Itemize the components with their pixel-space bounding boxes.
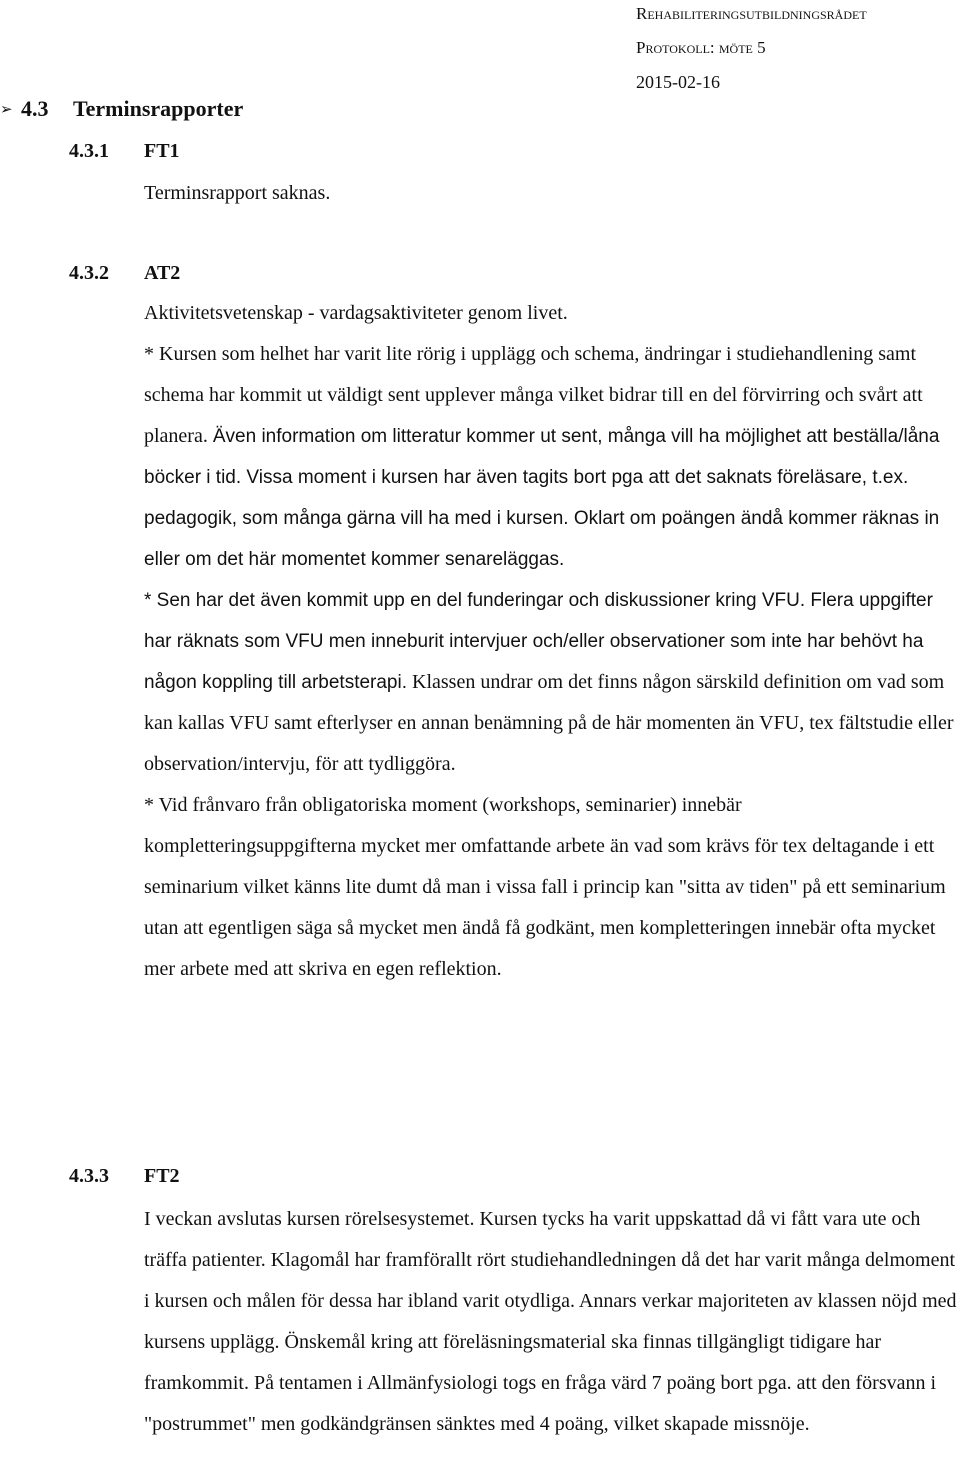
- subsection-heading-ft2: [69, 1162, 180, 1190]
- subsection-number: 4.3.1: [69, 140, 109, 162]
- at2-paragraph-2a: * Sen har det även kommit upp en del funderingar och diskussioner kring VFU. Flera uppgifter har räknats som VFU men inneburit intervjuer och/eller observationer som inte har behövt ha någon koppling till arbetsterapi.: [144, 590, 933, 693]
- at2-paragraph-1: [144, 334, 958, 580]
- at2-paragraph-2: [144, 580, 958, 785]
- header-protocol: Protokoll: möte 5: [636, 38, 766, 57]
- arrow-bullet-icon: ➢: [0, 102, 13, 118]
- at2-paragraph-1a: * Kursen som helhet har varit lite rörig i upplägg och schema, ändringar i studiehandlening samt schema har kommit ut väldigt sent upplever många vilket bidrar till en del förvirring och svårt att planera.: [144, 343, 923, 447]
- subsection-number: 4.3.2: [69, 262, 109, 284]
- ft2-body: [144, 1199, 958, 1445]
- at2-paragraph-1b: Även information om litteratur kommer ut sent, många vill ha möjlighet att beställa/låna böcker i tid. Vissa moment i kursen har även tagits bort pga att det saknats föreläsare, t.ex. pedagogik, som många gärna vill ha med i kursen. Oklart om poängen ändå kommer räknas in eller om det här momentet kommer senareläggas.: [144, 426, 940, 570]
- section-heading: [21, 94, 243, 124]
- at2-body: [144, 293, 958, 990]
- subsection-heading-ft1: [69, 137, 180, 165]
- ft2-paragraph-1: I veckan avslutas kursen rörelsesystemet. Kursen tycks ha varit uppskattad då vi fått vara ute och träffa patienter. Klagomål har framförallt rört studiehandledningen då det har varit många delmoment i kursen och målen för dessa har ibland varit otydliga. Annars verkar majoriteten av klassen nöjd med kursens upplägg. Önskemål kring att föreläsningsmaterial ska finnas tillgängligt tidigare har framkommit. På tentamen i Allmänfysiologi togs en fråga värd 7 poäng bort pga. att den försvann i "postrummet" men godkändgränsen sänktes med 4 poäng, vilket skapade missnöje.: [144, 1208, 957, 1435]
- subsection-heading-at2: [69, 259, 180, 287]
- ft1-text: Terminsrapport saknas.: [144, 182, 331, 204]
- section-number: 4.3: [21, 96, 49, 121]
- subsection-title: AT2: [144, 262, 181, 284]
- ft1-body: [144, 173, 958, 214]
- header-org: Rehabiliteringsutbildningsrådet: [636, 4, 867, 23]
- subsection-number: 4.3.3: [69, 1165, 109, 1187]
- header-date: 2015-02-16: [636, 72, 720, 92]
- subsection-title: FT2: [144, 1165, 180, 1187]
- subsection-title: FT1: [144, 140, 180, 162]
- section-title: Terminsrapporter: [73, 96, 244, 121]
- at2-paragraph-2b: Klassen undrar om det finns någon särskild definition om vad som kan kallas VFU samt efterlyser en annan benämning på de här momenten än VFU, tex fältstudie eller observation/intervju, för att tydliggöra.: [144, 671, 954, 775]
- at2-course-name: Aktivitetsvetenskap - vardagsaktiviteter genom livet.: [144, 302, 568, 324]
- at2-paragraph-3: * Vid frånvaro från obligatoriska moment (workshops, seminarier) innebär kompletteringsuppgifterna mycket mer omfattande arbete än vad som krävs för tex deltagande i ett seminarium vilket känns lite dumt då man i vissa fall i princip kan "sitta av tiden" på ett seminarium utan att egentligen säga så mycket men ändå få godkänt, men kompletteringen innebär ofta mycket mer arbete med att skriva en egen reflektion.: [144, 794, 946, 980]
